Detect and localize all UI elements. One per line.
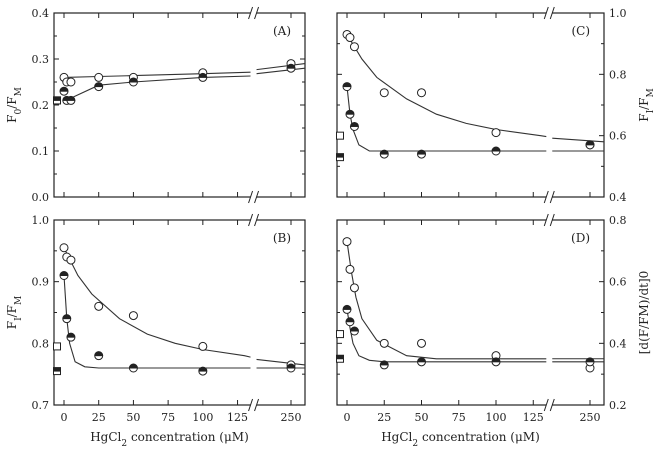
y-axis-title xyxy=(5,296,24,329)
fit-curve xyxy=(64,248,251,357)
marker-open-circle xyxy=(67,78,75,86)
fit-curve xyxy=(347,242,546,359)
y-tick-label: 0.8 xyxy=(31,337,49,351)
marker-open-circle xyxy=(380,89,388,97)
fit-curve-segment xyxy=(552,138,604,142)
axis-title-part: F xyxy=(637,113,651,122)
axis-title-part: HgCl xyxy=(90,430,122,444)
marker-open-circle xyxy=(346,34,354,42)
plot-frame xyxy=(337,220,604,405)
marker-open-circle xyxy=(129,312,137,320)
panel-label: (C) xyxy=(571,24,590,38)
marker-open-circle xyxy=(60,244,68,252)
x-tick-label: 0 xyxy=(343,411,351,424)
x-tick-label: 125 xyxy=(522,411,544,424)
plot-frame xyxy=(337,13,604,197)
x-tick-label: 250 xyxy=(280,411,302,424)
axis-title-part: /F xyxy=(637,97,651,110)
marker-half-filled-square-fill xyxy=(337,154,344,158)
marker-half-filled-square-fill xyxy=(54,97,61,101)
marker-open-circle xyxy=(67,256,75,264)
axis-title-subscript: 2 xyxy=(121,439,128,449)
marker-open-circle xyxy=(380,339,388,347)
marker-open-circle xyxy=(418,339,426,347)
y-tick-label: 0.6 xyxy=(609,129,627,143)
x-tick-label: 125 xyxy=(227,411,249,424)
x-tick-label: 75 xyxy=(161,411,176,424)
y-tick-label: 0.8 xyxy=(609,68,627,82)
panel-label: (B) xyxy=(272,231,291,245)
y-tick-label: 0.3 xyxy=(31,53,49,66)
axis-title-subscript: 0 xyxy=(14,108,24,115)
y-tick-label: 1.0 xyxy=(31,214,49,227)
x-tick-label: 75 xyxy=(451,411,466,424)
y-tick-label: 0.9 xyxy=(31,275,49,289)
panel-d xyxy=(337,214,652,449)
x-tick-label: 50 xyxy=(126,411,141,424)
plot-frame xyxy=(54,220,305,405)
fit-curve xyxy=(64,76,251,100)
panel-b xyxy=(5,214,305,449)
x-tick-label: 25 xyxy=(91,411,106,424)
axis-title-part: F xyxy=(5,114,19,123)
axis-title-subscript: 2 xyxy=(412,439,419,449)
marker-open-square xyxy=(337,132,344,139)
axis-title-subscript: M xyxy=(14,295,24,305)
panel-c xyxy=(337,7,657,204)
panel-label: (D) xyxy=(571,231,590,245)
axis-title-part: /F xyxy=(5,304,19,318)
panel-label: (A) xyxy=(272,24,291,38)
y-tick-label: 0.4 xyxy=(31,7,49,20)
axis-title-part: concentration (μM) xyxy=(127,430,249,444)
axis-title-subscript: I xyxy=(14,317,24,321)
marker-open-square xyxy=(54,343,61,350)
y-axis-title: [d(F/FM)/dt]0 xyxy=(637,270,651,355)
marker-open-circle xyxy=(95,73,103,81)
marker-open-circle xyxy=(199,342,207,350)
marker-open-circle xyxy=(346,265,354,273)
y-axis-title xyxy=(637,88,656,121)
axis-title-part: F xyxy=(5,320,19,330)
y-tick-label: 0.7 xyxy=(31,399,49,412)
marker-open-circle xyxy=(418,89,426,97)
marker-open-circle xyxy=(350,43,358,51)
fit-curve xyxy=(347,35,546,137)
fit-curve-segment xyxy=(257,359,305,365)
marker-open-circle xyxy=(95,302,103,310)
panel-a xyxy=(5,7,305,204)
y-tick-label: 0.2 xyxy=(609,399,627,412)
x-tick-label: 100 xyxy=(192,411,214,424)
fit-curve xyxy=(64,276,251,369)
y-tick-label: 0.8 xyxy=(609,214,627,227)
y-tick-label: 0.4 xyxy=(609,337,627,351)
axis-title-part: /F xyxy=(5,96,19,109)
x-axis-title xyxy=(381,430,540,449)
x-tick-label: 250 xyxy=(579,411,601,424)
x-axis-title xyxy=(90,430,249,449)
y-axis-title xyxy=(5,87,24,123)
y-tick-label: 0.0 xyxy=(31,191,49,204)
plot-frame xyxy=(54,13,305,197)
axis-title-subscript: I xyxy=(646,109,656,114)
y-tick-label: 0.6 xyxy=(609,275,627,289)
y-tick-label: 0.2 xyxy=(31,99,49,112)
axis-title-part: HgCl xyxy=(381,430,413,444)
axis-title-part: concentration (μM) xyxy=(418,430,540,444)
x-tick-label: 0 xyxy=(60,411,68,424)
y-tick-label: 0.1 xyxy=(31,145,49,158)
axis-title-subscript: M xyxy=(14,87,24,97)
marker-half-filled-square-fill xyxy=(54,368,61,372)
marker-half-filled-square-fill xyxy=(337,355,344,359)
x-tick-label: 50 xyxy=(414,411,429,424)
axis-title-subscript: M xyxy=(646,88,656,98)
marker-open-square xyxy=(337,331,344,338)
x-tick-label: 25 xyxy=(377,411,392,424)
marker-open-circle xyxy=(350,284,358,292)
x-tick-label: 100 xyxy=(485,411,507,424)
marker-open-circle xyxy=(343,238,351,246)
y-tick-label: 1.0 xyxy=(609,7,627,20)
marker-open-circle xyxy=(492,129,500,137)
fit-curve xyxy=(347,87,546,151)
fit-curve xyxy=(347,309,546,361)
y-tick-label: 0.4 xyxy=(609,191,627,204)
